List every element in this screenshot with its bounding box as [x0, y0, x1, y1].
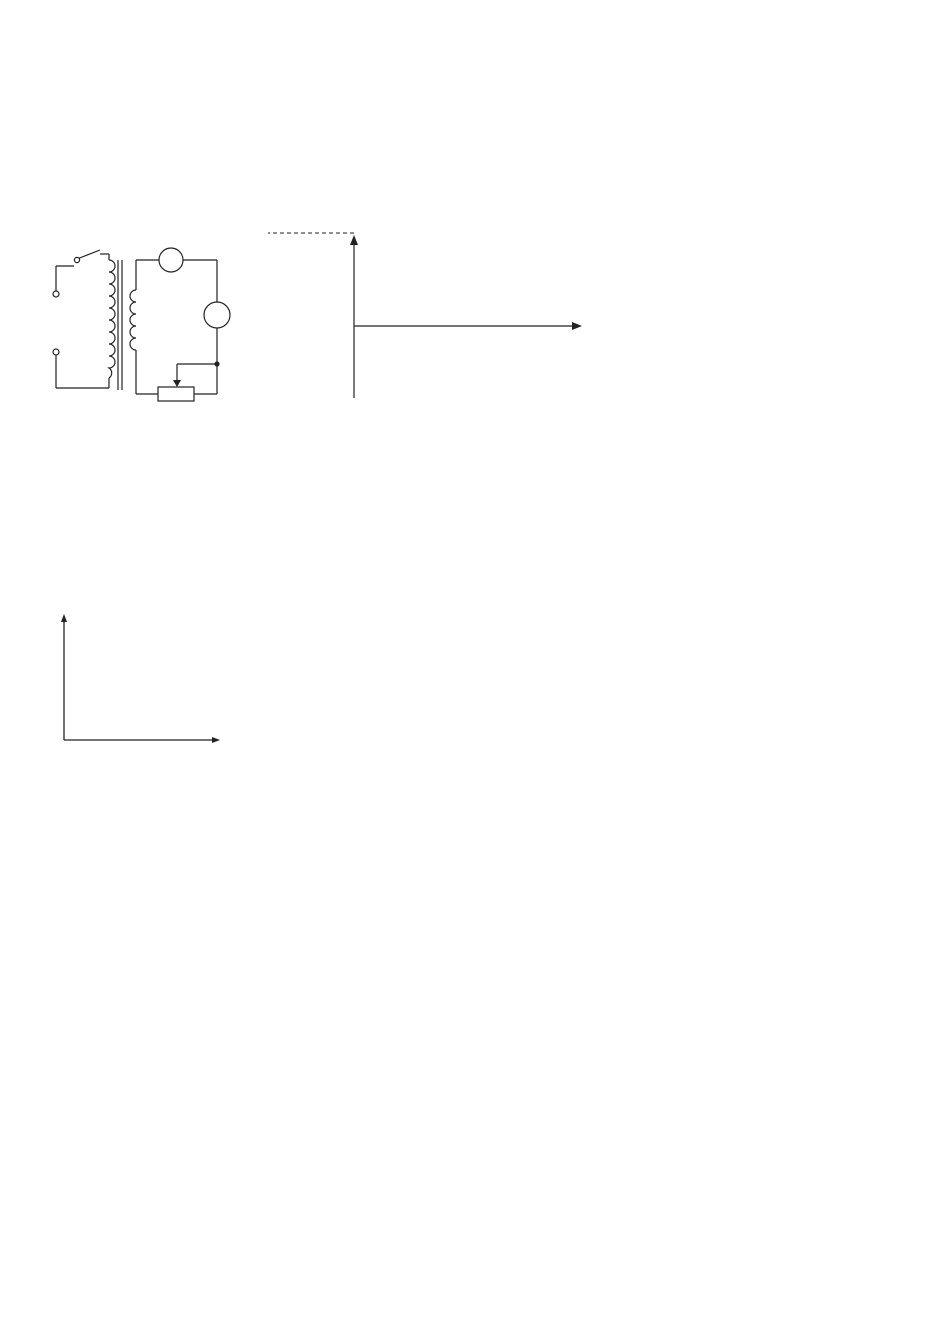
q9-stem-line3	[46, 1045, 50, 1068]
q7-voltage-chart	[268, 233, 628, 428]
q7-circuit-figure	[44, 240, 244, 430]
q9-stem-line2	[46, 972, 56, 993]
q8-flux-chart	[44, 610, 244, 755]
